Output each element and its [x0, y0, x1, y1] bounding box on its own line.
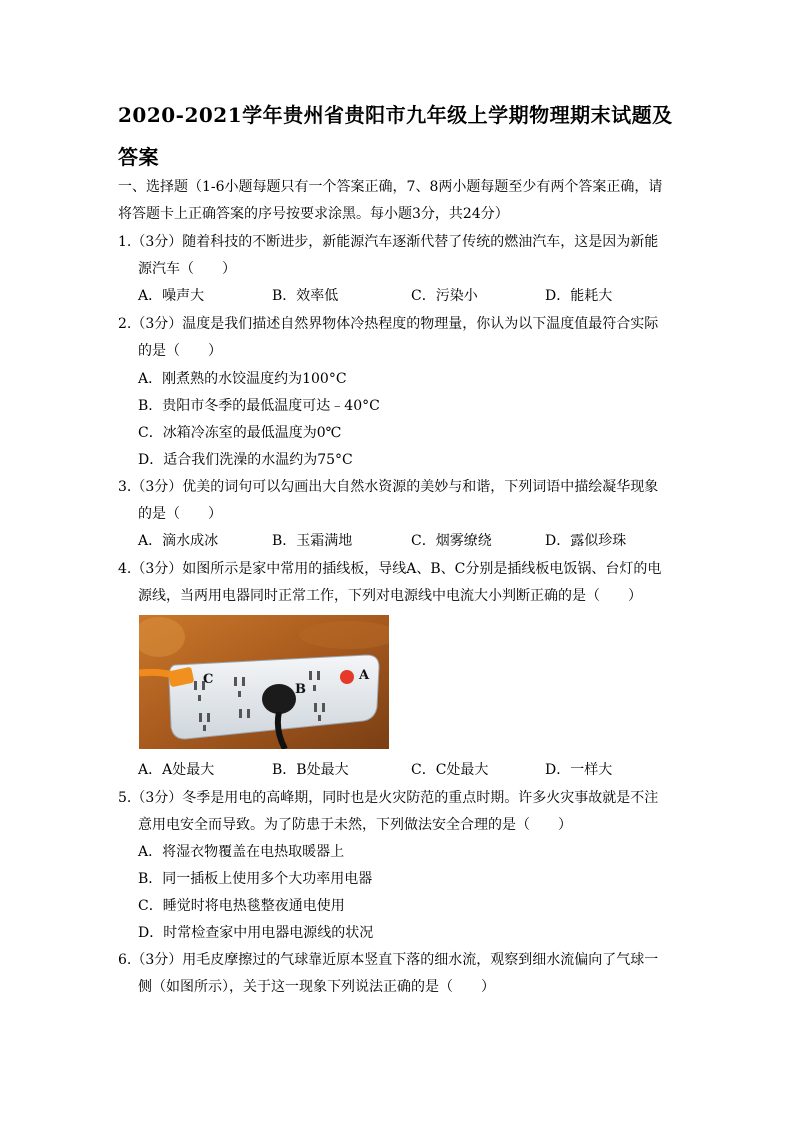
power-strip-photo [139, 615, 389, 749]
option: D．适合我们洗澡的水温约为75°C [138, 452, 353, 468]
title-line-2: 答案 [118, 145, 159, 169]
figure-label-b: B [295, 682, 306, 697]
option: D．能耗大 [545, 288, 613, 304]
option: A．噪声大 [138, 288, 205, 304]
option: C．睡觉时将电热毯整夜通电使用 [138, 898, 345, 914]
question-6 [118, 947, 678, 1001]
figure-label-c: C [203, 672, 214, 687]
question-4-options [138, 757, 678, 784]
question-4 [118, 556, 678, 610]
option: B．效率低 [272, 288, 339, 304]
option: D．一样大 [545, 762, 613, 778]
question-3-line-2: 的是（ ） [138, 506, 222, 522]
option: B．同一插板上使用多个大功率用电器 [138, 871, 373, 887]
option: A．A处最大 [138, 762, 215, 778]
option: A．刚煮熟的水饺温度约为100°C [138, 371, 347, 387]
power-switch [340, 670, 354, 684]
title-line-1: 2020-2021学年贵州省贵阳市九年级上学期物理期末试题及 [118, 103, 673, 127]
option: A．滴水成冰 [138, 533, 219, 549]
option: B．B处最大 [272, 762, 349, 778]
question-3-options [138, 528, 678, 555]
power-strip-illustration [139, 615, 389, 749]
question-2-line-2: 的是（ ） [138, 343, 222, 359]
option: B．贵阳市冬季的最低温度可达﹣40°C [138, 398, 380, 414]
option: D．时常检查家中用电器电源线的状况 [138, 925, 374, 941]
section-line-1: 一、选择题（1-6小题每题只有一个答案正确，7、8两小题每题至少有两个答案正确，请 [118, 179, 663, 195]
question-5-line-1: 5.（3分）冬季是用电的高峰期，同时也是火灾防范的重点时期。许多火灾事故就是不注 [118, 790, 659, 806]
question-1-line-2: 源汽车（ ） [138, 261, 236, 277]
option: C．污染小 [411, 288, 478, 304]
figure-label-a: A [359, 668, 370, 683]
question-2 [118, 311, 678, 365]
question-6-line-2: 侧（如图所示），关于这一现象下列说法正确的是（ ） [138, 979, 495, 995]
option: B．玉霜满地 [272, 533, 353, 549]
question-1-line-1: 1.（3分）随着科技的不断进步，新能源汽车逐渐代替了传统的燃油汽车，这是因为新能 [118, 234, 659, 250]
option: C．C处最大 [411, 762, 489, 778]
question-4-line-2: 源线，当两用电器同时正常工作，下列对电源线中电流大小判断正确的是（ ） [138, 588, 642, 604]
option: C．烟雾缭绕 [411, 533, 492, 549]
question-3-line-1: 3.（3分）优美的词句可以勾画出大自然水资源的美妙与和谐，下列词语中描绘凝华现象 [118, 479, 659, 495]
question-5-line-2: 意用电安全而导致。为了防患于未然，下列做法安全合理的是（ ） [138, 817, 572, 833]
question-4-line-1: 4.（3分）如图所示是家中常用的插线板，导线A、B、C分别是插线板电饭锅、台灯的电 [118, 561, 662, 577]
question-1-options [138, 283, 678, 310]
question-6-line-1: 6.（3分）用毛皮摩擦过的气球靠近原本竖直下落的细水流，观察到细水流偏向了气球一 [118, 952, 659, 968]
document-title [118, 94, 698, 178]
question-3 [118, 474, 678, 528]
question-1 [118, 229, 678, 283]
option: D．露似珍珠 [545, 533, 627, 549]
black-plug [262, 684, 296, 714]
option: C．冰箱冷冻室的最低温度为0℃ [138, 425, 342, 441]
section-heading [118, 174, 678, 228]
question-5 [118, 785, 678, 839]
section-line-2: 将答题卡上正确答案的序号按要求涂黑。每小题3分，共24分） [118, 206, 509, 222]
option: A．将湿衣物覆盖在电热取暖器上 [138, 844, 345, 860]
question-2-line-1: 2.（3分）温度是我们描述自然界物体冷热程度的物理量，你认为以下温度值最符合实际 [118, 316, 659, 332]
